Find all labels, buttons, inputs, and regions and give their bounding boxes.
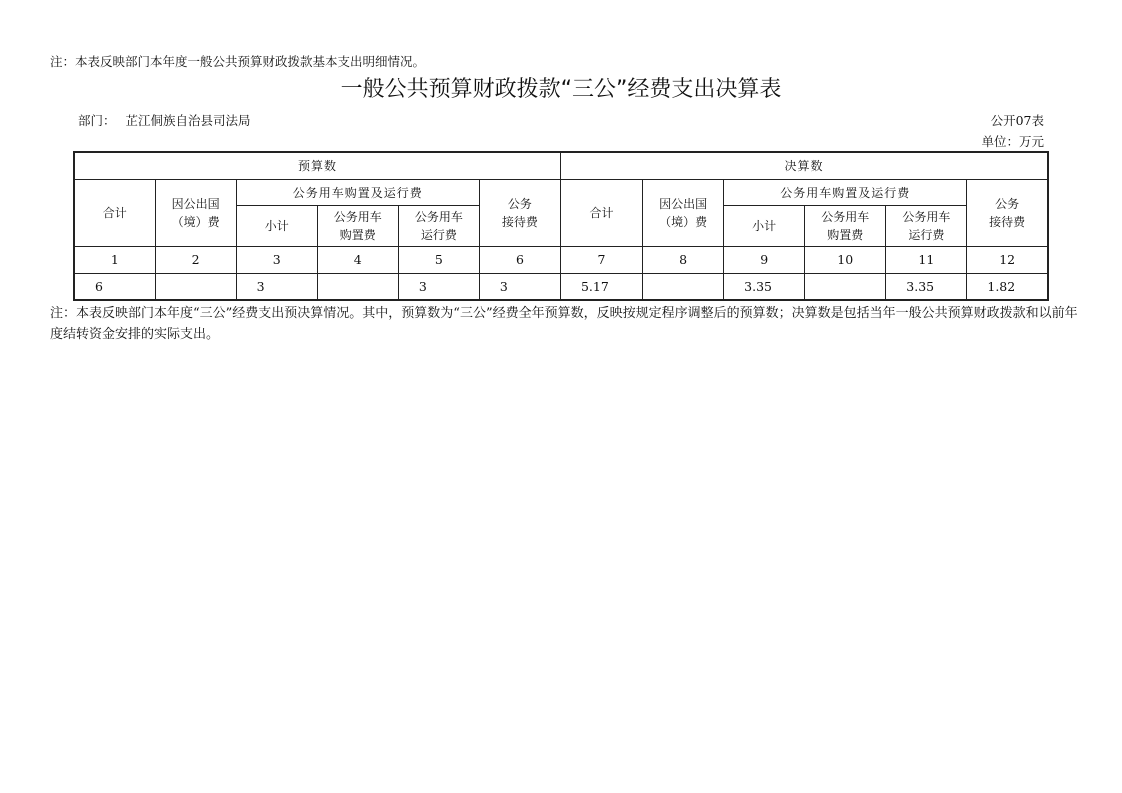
budget-vehicle-run-header: 公务用车 运行费 <box>398 206 479 247</box>
column-number: 4 <box>317 247 398 274</box>
budget-subtotal-header: 小计 <box>236 206 317 247</box>
final-vehicle-buy-value <box>805 274 886 301</box>
final-vehicle-run-value: 3.35 <box>886 274 967 301</box>
bottom-note: 注：本表反映部门本年度“三公”经费支出预决算情况。其中，预算数为“三公”经费全年预算数，反映按规定程序调整后的预算数；决算数是包括当年一般公共预算财政拨款和以前年度结转资金安排的实际支出。 <box>50 306 1078 342</box>
final-subtotal-header: 小计 <box>724 206 805 247</box>
budget-vehicle-buy-header: 公务用车 购置费 <box>317 206 398 247</box>
budget-group-header: 预算数 <box>74 152 560 180</box>
budget-vehicle-buy-value <box>317 274 398 301</box>
budget-reception-header: 公务 接待费 <box>479 180 560 247</box>
budget-reception-value: 3 <box>479 274 560 301</box>
department-line <box>78 111 251 129</box>
budget-abroad-value <box>155 274 236 301</box>
value-row <box>74 274 1048 301</box>
budget-abroad-header: 因公出国 （境）费 <box>155 180 236 247</box>
column-number: 8 <box>643 247 724 274</box>
final-vehicle-buy-header: 公务用车 购置费 <box>805 206 886 247</box>
budget-total-header: 合计 <box>74 180 155 247</box>
column-number: 11 <box>886 247 967 274</box>
column-number: 6 <box>479 247 560 274</box>
budget-vehicle-group-header: 公务用车购置及运行费 <box>236 180 479 206</box>
final-group-header: 决算数 <box>560 152 1048 180</box>
final-reception-value: 1.82 <box>967 274 1048 301</box>
final-reception-header: 公务 接待费 <box>967 180 1048 247</box>
final-vehicle-group-header: 公务用车购置及运行费 <box>724 180 967 206</box>
column-number: 9 <box>724 247 805 274</box>
column-number: 10 <box>805 247 886 274</box>
header-row-2 <box>74 180 1048 206</box>
final-total-header: 合计 <box>560 180 642 247</box>
column-number: 12 <box>967 247 1048 274</box>
final-total-value: 5.17 <box>560 274 642 301</box>
header-row-groups <box>74 152 1048 180</box>
final-abroad-value <box>643 274 724 301</box>
column-number: 3 <box>236 247 317 274</box>
budget-total-value: 6 <box>74 274 155 301</box>
column-number: 5 <box>398 247 479 274</box>
final-vehicle-run-header: 公务用车 运行费 <box>886 206 967 247</box>
final-subtotal-value: 3.35 <box>724 274 805 301</box>
column-number: 1 <box>74 247 155 274</box>
unit-label: 单位：万元 <box>981 134 1044 149</box>
top-note: 注：本表反映部门本年度一般公共预算财政拨款基本支出明细情况。 <box>50 54 426 69</box>
table-code: 公开07表 <box>990 113 1044 128</box>
three-public-expense-table <box>73 151 1049 301</box>
budget-vehicle-run-value: 3 <box>398 274 479 301</box>
column-number-row <box>74 247 1048 274</box>
department-label: 部门： <box>78 113 116 128</box>
department-name: 芷江侗族自治县司法局 <box>125 113 251 128</box>
page-title: 一般公共预算财政拨款“三公”经费支出决算表 <box>340 77 782 102</box>
column-number: 2 <box>155 247 236 274</box>
column-number: 7 <box>560 247 642 274</box>
budget-subtotal-value: 3 <box>236 274 317 301</box>
final-abroad-header: 因公出国 （境）费 <box>643 180 724 247</box>
